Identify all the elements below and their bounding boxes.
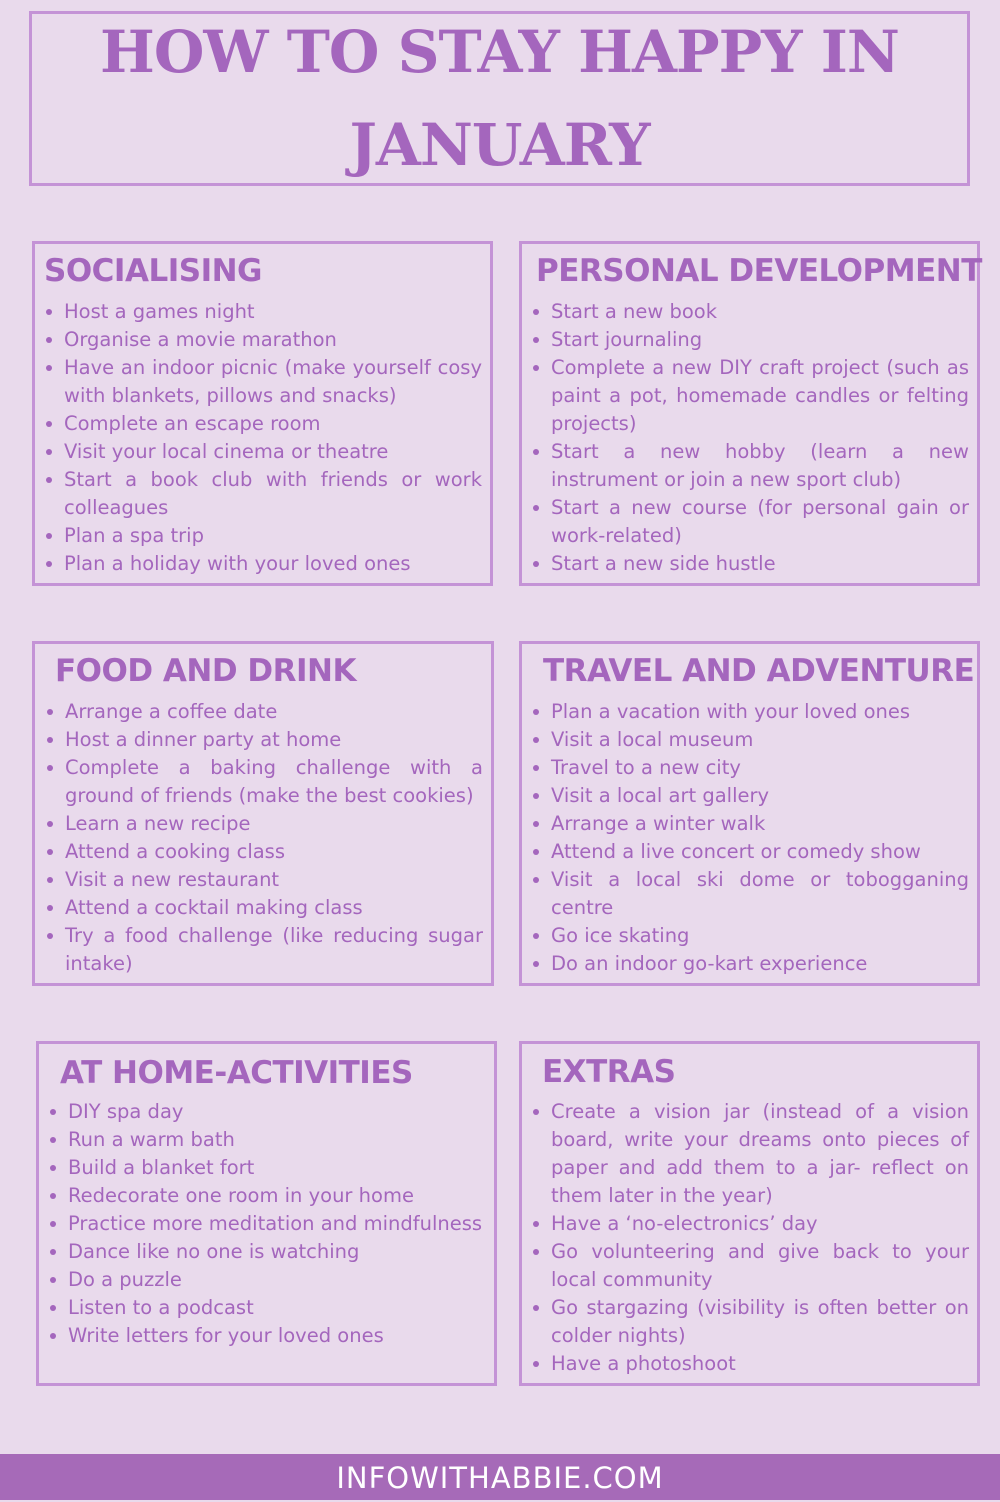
list-item: Start journaling [529, 326, 969, 354]
list-item: Plan a holiday with your loved ones [42, 550, 482, 578]
list-item: Host a games night [42, 298, 482, 326]
section-food-and-drink [32, 641, 494, 986]
list-item: Do an indoor go-kart experience [529, 950, 969, 978]
list-item: Travel to a new city [529, 754, 969, 782]
list-item: Start a new hobby (learn a new instrument or join a new sport club) [529, 438, 969, 494]
activity-list [43, 698, 483, 978]
activity-list [42, 298, 482, 578]
list-item: Dance like no one is watching [46, 1238, 486, 1266]
page-title: HOW TO STAY HAPPY IN JANUARY [100, 17, 899, 179]
list-item: Visit a local museum [529, 726, 969, 754]
list-item: Start a new book [529, 298, 969, 326]
list-item: Do a puzzle [46, 1266, 486, 1294]
title-box [29, 11, 970, 186]
section-heading: EXTRAS [542, 1054, 676, 1090]
list-item: Start a book club with friends or work colleagues [42, 466, 482, 522]
list-item: Learn a new recipe [43, 810, 483, 838]
list-item: Host a dinner party at home [43, 726, 483, 754]
list-item: Plan a vacation with your loved ones [529, 698, 969, 726]
section-at-home-activities [36, 1041, 497, 1386]
list-item: Go ice skating [529, 922, 969, 950]
list-item: Have a photoshoot [529, 1350, 969, 1378]
activity-list [529, 1098, 969, 1378]
list-item: Organise a movie marathon [42, 326, 482, 354]
footer-website: INFOWITHABBIE.COM [0, 1454, 1000, 1500]
list-item: Complete a new DIY craft project (such as paint a pot, homemade candles or felting projects) [529, 354, 969, 438]
list-item: Visit a local art gallery [529, 782, 969, 810]
list-item: Visit your local cinema or theatre [42, 438, 482, 466]
list-item: Attend a cooking class [43, 838, 483, 866]
list-item: Try a food challenge (like reducing sugar intake) [43, 922, 483, 978]
section-heading: PERSONAL DEVELOPMENT [536, 253, 982, 289]
list-item: Plan a spa trip [42, 522, 482, 550]
section-personal-development [519, 241, 980, 586]
section-extras [519, 1041, 980, 1386]
list-item: Go volunteering and give back to your local community [529, 1238, 969, 1294]
list-item: Write letters for your loved ones [46, 1322, 486, 1350]
list-item: Create a vision jar (instead of a vision board, write your dreams onto pieces of paper and add them to a jar- reflect on them later in the year) [529, 1098, 969, 1210]
list-item: Have an indoor picnic (make yourself cosy with blankets, pillows and snacks) [42, 354, 482, 410]
activity-list [529, 698, 969, 978]
list-item: Complete an escape room [42, 410, 482, 438]
list-item: Attend a cocktail making class [43, 894, 483, 922]
section-travel-and-adventure [519, 641, 980, 986]
list-item: Run a warm bath [46, 1126, 486, 1154]
list-item: Redecorate one room in your home [46, 1182, 486, 1210]
list-item: Visit a local ski dome or tobogganing centre [529, 866, 969, 922]
list-item: Practice more meditation and mindfulness [46, 1210, 486, 1238]
activity-list [46, 1098, 486, 1350]
list-item: Go stargazing (visibility is often better on colder nights) [529, 1294, 969, 1350]
section-heading: FOOD AND DRINK [55, 653, 356, 689]
list-item: Build a blanket fort [46, 1154, 486, 1182]
section-heading: TRAVEL AND ADVENTURE [543, 653, 975, 689]
list-item: Start a new side hustle [529, 550, 969, 578]
list-item: Listen to a podcast [46, 1294, 486, 1322]
list-item: Visit a new restaurant [43, 866, 483, 894]
activity-list [529, 298, 969, 578]
section-heading: SOCIALISING [44, 253, 262, 289]
list-item: Have a ‘no-electronics’ day [529, 1210, 969, 1238]
section-socialising [32, 241, 493, 586]
list-item: Arrange a coffee date [43, 698, 483, 726]
list-item: Start a new course (for personal gain or work-related) [529, 494, 969, 550]
list-item: Attend a live concert or comedy show [529, 838, 969, 866]
section-heading: AT HOME-ACTIVITIES [60, 1055, 413, 1091]
list-item: Complete a baking challenge with a ground of friends (make the best cookies) [43, 754, 483, 810]
list-item: Arrange a winter walk [529, 810, 969, 838]
list-item: DIY spa day [46, 1098, 486, 1126]
